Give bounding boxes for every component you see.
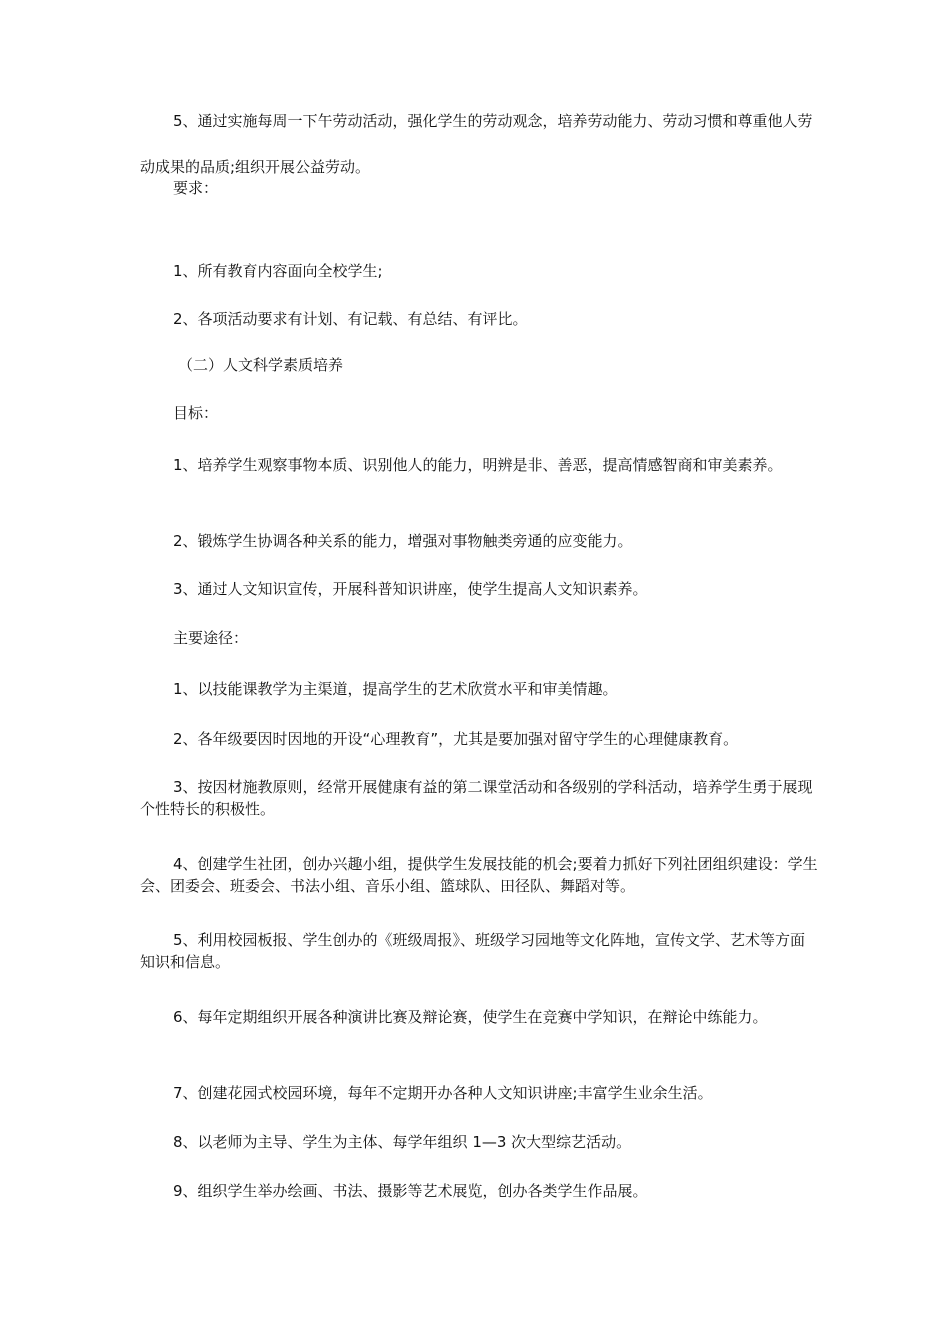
paragraph-approach-1: 1、以技能课教学为主渠道，提高学生的艺术欣赏水平和审美情趣。 (173, 680, 618, 698)
paragraph-approach-6: 6、每年定期组织开展各种演讲比赛及辩论赛，使学生在竞赛中学知识，在辩论中练能力。 (173, 1008, 768, 1026)
paragraph-goal-3: 3、通过人文知识宣传，开展科普知识讲座，使学生提高人文知识素养。 (173, 580, 648, 598)
paragraph-goals-heading: 目标： (173, 404, 219, 422)
paragraph-approach-3: 3、按因材施教原则，经常开展健康有益的第二课堂活动和各级别的学科活动，培养学生勇于展现个性特长的积极性。 (140, 778, 813, 818)
paragraph-requirement-2: 2、各项活动要求有计划、有记载、有总结、有评比。 (173, 310, 528, 328)
paragraph-approach-2: 2、各年级要因时因地的开设“心理教育”，尤其是要加强对留守学生的心理健康教育。 (173, 730, 739, 748)
paragraph-approach-5: 5、利用校园板报、学生创办的《班级周报》、班级学习园地等文化阵地，宣传文学、艺术等方面知识和信息。 (140, 931, 806, 971)
paragraph-goal-2: 2、锻炼学生协调各种关系的能力，增强对事物触类旁通的应变能力。 (173, 532, 633, 550)
paragraph-approach-4: 4、创建学生社团，创办兴趣小组，提供学生发展技能的机会;要着力抓好下列社团组织建设：学生会、团委会、班委会、书法小组、音乐小组、篮球队、田径队、舞蹈对等。 (140, 855, 818, 895)
paragraph-approach-7: 7、创建花园式校园环境，每年不定期开办各种人文知识讲座;丰富学生业余生活。 (173, 1084, 713, 1102)
paragraph-goal-1: 1、培养学生观察事物本质、识别他人的能力，明辨是非、善恶，提高情感智商和审美素养。 (173, 456, 783, 474)
paragraph-requirement-1: 1、所有教育内容面向全校学生; (173, 262, 383, 280)
paragraph-approach-9: 9、组织学生举办绘画、书法、摄影等艺术展览，创办各类学生作品展。 (173, 1182, 648, 1200)
paragraph-labor-activity: 5、通过实施每周一下午劳动活动，强化学生的劳动观念，培养劳动能力、劳动习惯和尊重他人劳动成果的品质;组织开展公益劳动。 (140, 112, 813, 176)
paragraph-approach-8: 8、以老师为主导、学生为主体、每学年组织 1—3 次大型综艺活动。 (173, 1133, 632, 1151)
section-heading-humanities: （二）人文科学素质培养 (178, 356, 344, 374)
paragraph-requirements-heading: 要求： (173, 179, 219, 197)
paragraph-approaches-heading: 主要途径： (173, 629, 249, 647)
